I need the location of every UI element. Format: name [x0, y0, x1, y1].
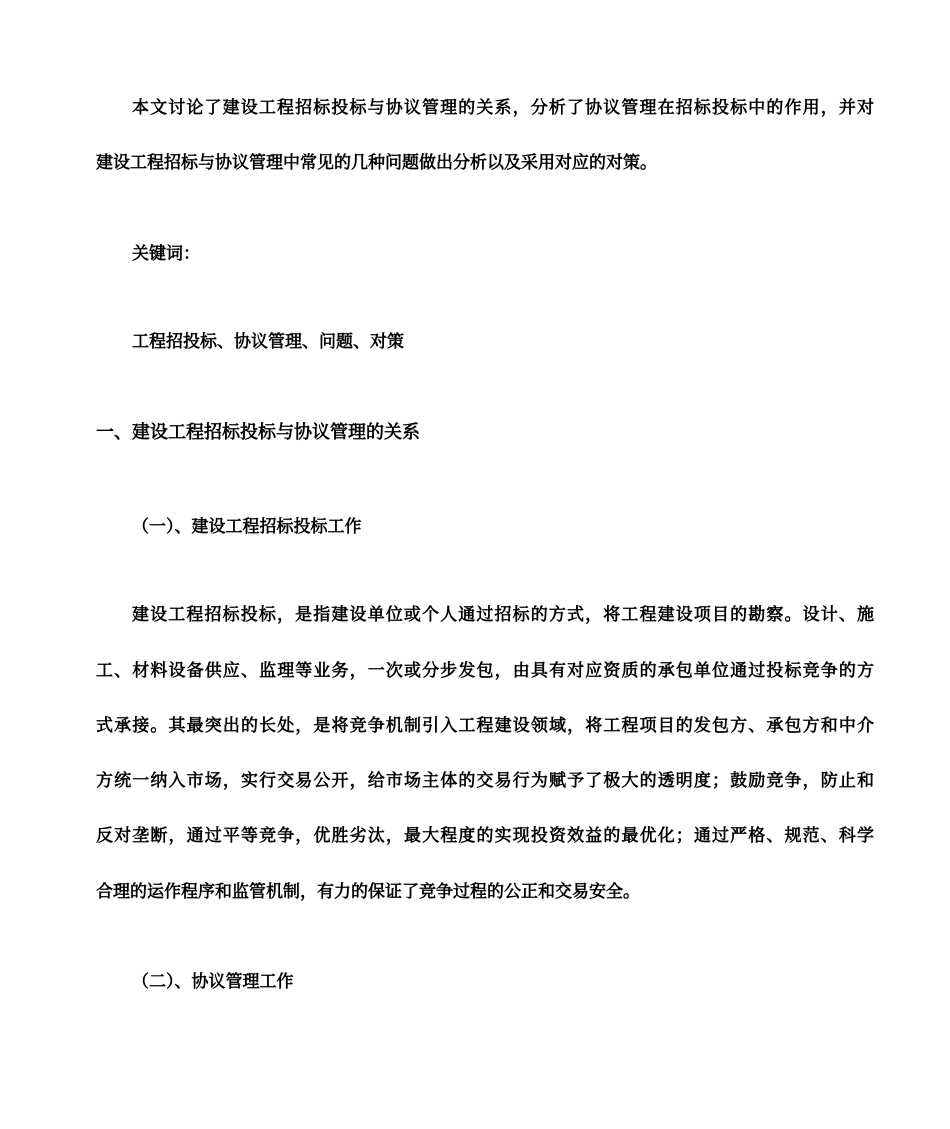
abstract-line-2: 建设工程招标与协议管理中常见的几种问题做出分析以及采用对应的对策。 [96, 153, 657, 173]
paragraph-line-6: 合理的运作程序和监管机制，有力的保证了竞争过程的公正和交易安全。 [96, 882, 640, 902]
section-1-heading: 一、建设工程招标投标与协议管理的关系 [96, 422, 420, 443]
paragraph-line-3: 式承接。其最突出的长处，是将竞争机制引入工程建设领域，将工程项目的发包方、承包方和中介 [96, 716, 874, 736]
paragraph-line-1: 建设工程招标投标，是指建设单位或个人通过招标的方式，将工程建设项目的勘察。设计、施 [132, 605, 874, 625]
paragraph-line-5: 反对垄断，通过平等竞争，优胜劣汰，最大程度的实现投资效益的最优化；通过严格、规范、科学 [96, 826, 874, 846]
subsection-1-heading: （一）、建设工程招标投标工作 [132, 517, 362, 537]
paragraph-line-4: 方统一纳入市场，实行交易公开，给市场主体的交易行为赋予了极大的透明度；鼓励竞争，防止和 [96, 771, 874, 791]
abstract-line-1: 本文讨论了建设工程招标投标与协议管理的关系，分析了协议管理在招标投标中的作用，并对 [132, 98, 874, 118]
keywords-label: 关键词： [132, 244, 200, 264]
keywords-terms: 工程招投标、协议管理、问题、对策 [132, 332, 404, 352]
paragraph-line-2: 工、材料设备供应、监理等业务，一次或分步发包，由具有对应资质的承包单位通过投标竞争的方 [96, 661, 874, 681]
subsection-2-heading: （二）、协议管理工作 [132, 972, 294, 992]
